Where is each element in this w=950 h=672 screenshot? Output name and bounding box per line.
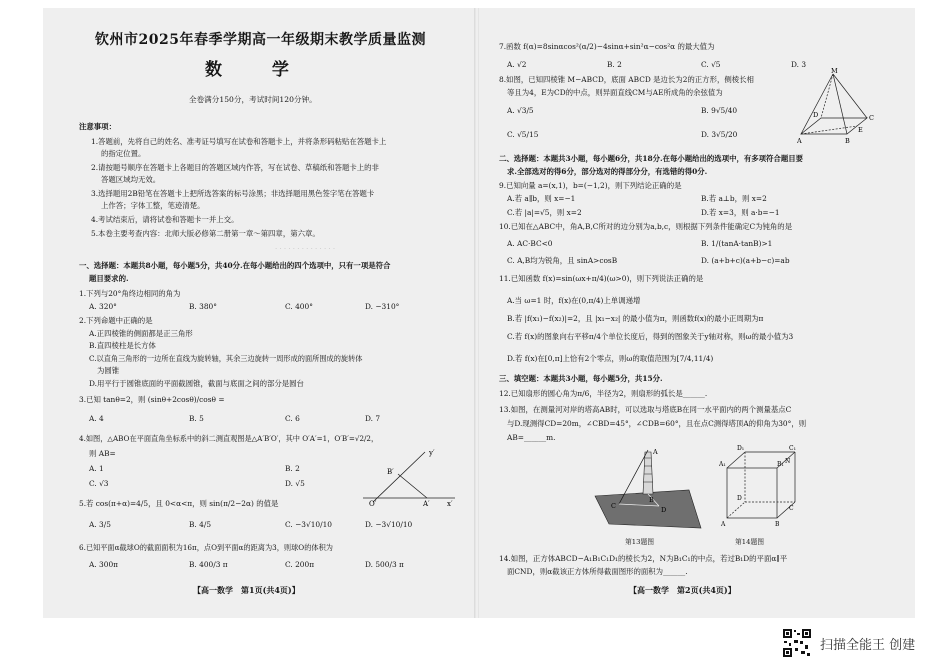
question-1: 1.下列与20°角终边相同的角为: [79, 289, 181, 298]
notice-line: 答题区域均无效。: [101, 175, 161, 184]
option-8c: C. √5/15: [507, 130, 539, 139]
question-8-cont: 等且为4，E为CD的中点，则异面直线CM与AE所成角的余弦值为: [507, 88, 723, 97]
option-3a: A. 4: [89, 414, 104, 423]
question-4: 4.如图，△ABO在平面直角坐标系中的斜二测直观图是△A′B′O′，其中 O′A′=1，O′B′=√2/2，: [79, 434, 379, 443]
label-c: C: [789, 505, 794, 512]
bleed-through: · · · · · · · · · · · · · ·: [275, 245, 336, 253]
option-1c: C. 400°: [285, 302, 313, 311]
label-c: C: [869, 114, 874, 122]
question-11: 11.已知函数 f(x)=sin(ωx+π/4)(ω>0)，则下列说法正确的是: [499, 274, 704, 283]
notice-line: 1.答题前，先将自己的姓名、准考证号填写在试卷和答题卡上，并将条形码粘贴在答题卡上: [91, 137, 387, 146]
label-b: B′: [387, 468, 394, 476]
option-8b: B. 9√5/40: [701, 106, 738, 115]
notice-line: 的指定位置。: [101, 149, 146, 158]
section-heading: 求.全部选对的得6分，部分选对的得部分分，有选错的得0分.: [507, 167, 708, 176]
figure-13-tower: [589, 446, 709, 538]
notice-line: 5.本卷主要考查内容：北师大版必修第二册第一章～第四章，第六章。: [91, 229, 320, 238]
option-1d: D. −310°: [365, 302, 400, 311]
question-13-cont: 与D.现测得CD=20m，∠CBD=45°，∠CDB=60°，且在点C测得塔顶A的仰角为30°，则: [507, 419, 807, 428]
exam-title: 钦州市2025年春季学期高一年级期末教学质量监测: [95, 32, 426, 48]
option-11b: B.若 |f(x₁)−f(x₂)|=2，且 |x₁−x₂| 的最小值为π，则函数f(x)的最小正周期为π: [507, 314, 764, 323]
label-c1: C₁: [789, 445, 796, 452]
exam-page-1: [43, 8, 475, 618]
option-3b: B. 5: [189, 414, 204, 423]
scanner-watermark: 扫描全能王 创建: [820, 638, 916, 653]
option-6c: C. 200π: [285, 560, 315, 569]
label-b: B: [775, 521, 780, 528]
question-6: 6.已知平面α截球O的截面面积为16π，点O到平面α的距离为3，则球O的体积为: [79, 543, 333, 552]
option-4d: D. √5: [285, 479, 305, 488]
question-8: 8.如图，已知四棱锥 M−ABCD，底面 ABCD 是边长为2的正方形，侧棱长相: [499, 75, 754, 84]
label-d1: D₁: [737, 445, 745, 452]
label-a: A′: [423, 500, 430, 506]
question-5: 5.若 cos(π+α)=4/5，且 0<α<π，则 sin(π/2−2α) 的值是: [79, 499, 279, 508]
label-b1: B₁: [777, 461, 784, 468]
option-5c: C. −3√10/10: [285, 520, 332, 529]
option-11c: C.若 f(x)的图象向右平移π/4个单位长度后，得到的图象关于y轴对称，则ω的最小值为3: [507, 332, 794, 341]
notice-line: 4.考试结束后，请将试卷和答题卡一并上交。: [91, 215, 239, 224]
figure-14-caption: 第14题图: [735, 538, 765, 546]
option-9c: C.若 |a|=√5，则 x=2: [507, 208, 582, 217]
option-7d: D. 3: [791, 60, 807, 69]
option-11d: D.若 f(x)在[0,π]上恰有2个零点，则ω的取值范围为[7/4,11/4): [507, 354, 714, 363]
question-13: 13.如图，在测量河对岸的塔高AB时，可以选取与塔底B在同一水平面内的两个测量基点C: [499, 405, 792, 414]
section-heading: 题目要求的.: [89, 274, 129, 283]
question-4-cont: 则 AB=: [89, 449, 116, 458]
question-14-cont: 面CND，则α截该正方体所得截面图形的面积为______.: [507, 567, 688, 576]
notice-heading: 注意事项：: [79, 122, 116, 131]
subject-title: 数 学: [205, 60, 311, 80]
section-heading: 二、选择题：本题共3小题，每小题6分，共18分.在每小题给出的选项中，有多项符合题目要: [499, 154, 803, 163]
option-3d: D. 7: [365, 414, 381, 423]
question-12: 12.已知扇形的圆心角为π/6，半径为2，则扇形的弧长是______.: [499, 389, 708, 398]
question-10: 10.已知在△ABC中，角A,B,C所对的边分别为a,b,c，则根据下列条件能确定C为钝角的是: [499, 222, 793, 231]
option-9a: A.若 a∥b，则 x=−1: [507, 194, 576, 203]
label-x-axis: x′: [447, 500, 453, 506]
figure-14-cube: [719, 444, 799, 536]
label-d: D: [661, 506, 667, 514]
question-7: 7.函数 f(α)=8sinαcos²(α/2)−4sinα+sin²α−cos²α 的最大值为: [499, 42, 715, 51]
option-6a: A. 300π: [89, 560, 118, 569]
option-10b: B. 1/(tanA·tanB)>1: [701, 239, 773, 248]
question-2: 2.下列命题中正确的是: [79, 316, 153, 325]
option-9b: B.若 a⊥b，则 x=2: [701, 194, 767, 203]
page-footer: 【高一数学 第1页(共4页)】: [193, 585, 300, 595]
option-7c: C. √5: [701, 60, 721, 69]
option-1a: A. 320°: [89, 302, 117, 311]
label-m: M: [831, 68, 838, 75]
option-8a: A. √3/5: [507, 106, 534, 115]
notice-line: 2.请按题号顺序在答题卡上各题目的答题区域内作答，写在试卷、草稿纸和答题卡上的非: [91, 163, 379, 172]
option-5b: B. 4/5: [189, 520, 212, 529]
option-1b: B. 380°: [189, 302, 217, 311]
label-o: O′: [369, 500, 377, 506]
option-10d: D. (a+b+c)(a+b−c)=ab: [701, 256, 790, 265]
option-6b: B. 400/3 π: [189, 560, 228, 569]
label-e: E: [858, 126, 863, 134]
option-2d: D.用平行于圆锥底面的平面截圆锥，截面与底面之间的部分是圆台: [89, 379, 304, 388]
option-5d: D. −3√10/10: [365, 520, 413, 529]
option-2c: C.以直角三角形的一边所在直线为旋转轴，其余三边旋转一周形成的面所围成的旋转体: [89, 354, 363, 363]
label-a: A: [721, 521, 726, 528]
label-b: B: [649, 496, 654, 504]
exam-meta: 全卷满分150分，考试时间120分钟。: [189, 95, 317, 104]
option-7a: A. √2: [507, 60, 527, 69]
question-9: 9.已知向量 a=(x,1)，b=(−1,2)，则下列结论正确的是: [499, 181, 682, 190]
option-9d: D.若 x=3，则 a·b=−1: [701, 208, 780, 217]
exam-page-2: [479, 8, 915, 618]
section-heading: 一、选择题：本题共8小题，每小题5分，共40分.在每小题给出的四个选项中，只有一项是符合: [79, 261, 391, 270]
label-c: C: [611, 502, 616, 510]
label-y-axis: y′: [429, 449, 435, 457]
figure-4-oblique-diagram: [343, 446, 463, 506]
option-8d: D. 3√5/20: [701, 130, 738, 139]
label-n: N: [785, 458, 791, 465]
option-7b: B. 2: [607, 60, 622, 69]
option-4b: B. 2: [285, 464, 300, 473]
option-4c: C. √3: [89, 479, 109, 488]
option-4a: A. 1: [89, 464, 104, 473]
option-2b: B.直四棱柱是长方体: [89, 341, 156, 350]
label-a1: A₁: [719, 461, 726, 468]
option-6d: D. 500/3 π: [365, 560, 404, 569]
label-a: A: [797, 137, 802, 145]
option-5a: A. 3/5: [89, 520, 111, 529]
option-2a: A.正四棱锥的侧面都是正三角形: [89, 329, 193, 338]
option-3c: C. 6: [285, 414, 300, 423]
page-footer: 【高一数学 第2页(共4页)】: [629, 585, 736, 595]
figure-13-caption: 第13题图: [625, 538, 655, 546]
qr-code-icon: [782, 628, 812, 658]
label-d: D: [737, 495, 742, 502]
option-2c-cont: 为圆锥: [97, 366, 120, 375]
figure-8-pyramid: [797, 68, 877, 148]
question-14: 14.如图，正方体ABCD−A₁B₁C₁D₁的棱长为2，N为B₁C₁的中点，若过B₁D的平面α∥平: [499, 554, 788, 563]
section-heading: 三、填空题：本题共3小题，每小题5分，共15分.: [499, 374, 663, 383]
option-10c: C. A,B均为锐角，且 sinA>cosB: [507, 256, 618, 265]
question-13-blank: AB=______m.: [507, 433, 556, 442]
label-d: D: [813, 111, 819, 119]
option-10a: A. AC·BC<0: [507, 239, 553, 248]
option-11a: A.当 ω=1 时，f(x)在(0,π/4)上单调递增: [507, 296, 641, 305]
notice-line: 3.选择题用2B铅笔在答题卡上把所选答案的标号涂黑；非选择题用黑色签字笔在答题卡: [91, 189, 375, 198]
label-a: A: [653, 448, 658, 456]
label-b: B: [845, 137, 850, 145]
notice-line: 上作答；字体工整，笔迹清楚。: [101, 201, 205, 210]
question-3: 3.已知 tanθ=2，则 (sinθ+2cosθ)/cosθ =: [79, 395, 225, 404]
